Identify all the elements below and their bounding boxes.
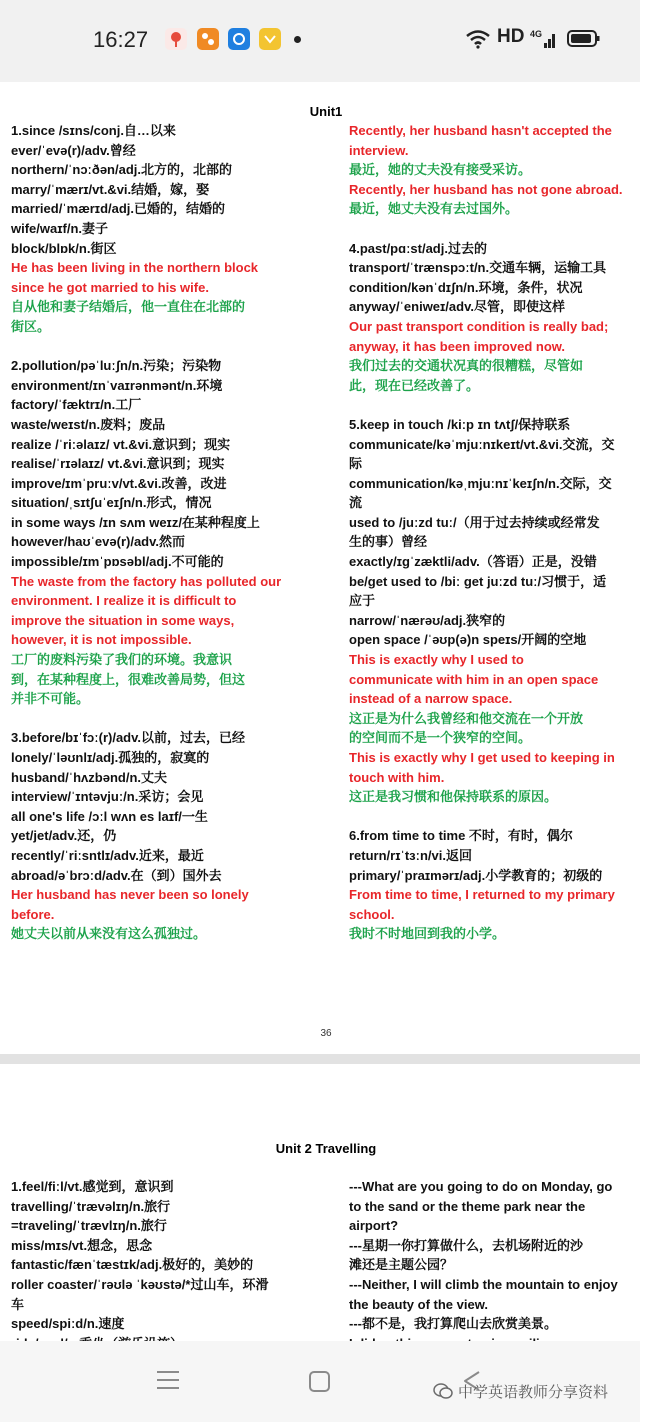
translation-line: 我时不时地回到我的小学。	[349, 926, 506, 942]
translation-line: 这正是为什么我曾经和他交流在一个开放	[349, 710, 584, 726]
blank-line	[349, 219, 644, 239]
vocab-line: all one's life /ɔːl wʌn es laɪf/一生	[11, 808, 208, 824]
battery-icon	[567, 29, 601, 54]
example-sentence: however, it is not impossible.	[11, 632, 192, 648]
vocab-line: interview/ˈɪntəvjuː/n.采访；会见	[11, 789, 204, 805]
right-column	[349, 1177, 644, 1353]
vocab-line: the beauty of the view.	[349, 1296, 488, 1312]
vocab-line: improve/ɪmˈpruːv/vt.&vi.改善，改进	[11, 475, 227, 491]
vocab-line: yet/jet/adv.还，仍	[11, 828, 117, 844]
vocab-line: open space /ˈəʊp(ə)n speɪs/开阔的空地	[349, 632, 587, 648]
translation-line: 她丈夫以前从来没有这么孤独过。	[11, 926, 207, 942]
left-column	[11, 121, 311, 944]
vocab-line: ---都不是，我打算爬山去欣赏美景。	[349, 1316, 557, 1332]
unit-title: Unit1	[309, 104, 343, 119]
translation-line: 我们过去的交通状况真的很糟糕，尽管如	[349, 358, 584, 374]
example-sentence: From time to time, I returned to my primary	[349, 887, 615, 903]
example-sentence: Her husband has never been so lonely	[11, 887, 249, 903]
translation-line: 最近，她丈夫没有去过国外。	[349, 201, 519, 217]
translation-line: 工厂的废料污染了我们的环境。我意识	[11, 652, 233, 668]
vocab-line: ---星期一你打算做什么，去机场附近的沙	[349, 1237, 583, 1253]
status-bar	[0, 0, 640, 82]
right-column	[349, 121, 644, 944]
example-sentence: This is exactly why I get used to keeping in	[349, 750, 615, 765]
translation-line: 到，在某种程度上，很难改善局势，但这	[11, 671, 246, 687]
wifi-icon	[465, 29, 491, 54]
vocab-line: communication/kəˌmjuːnɪˈkeɪʃn/n.交际，交	[349, 475, 612, 491]
example-sentence: touch with him.	[349, 769, 445, 785]
example-sentence: This is exactly why I used to	[349, 652, 524, 668]
example-sentence: Recently, her husband hasn't accepted the	[349, 123, 612, 138]
translation-line: 并非不可能。	[11, 691, 90, 707]
example-sentence: He has been living in the northern block	[11, 260, 259, 276]
example-sentence: school.	[349, 906, 395, 922]
vocab-line: abroad/əˈbrɔːd/adv.在（到）国外去	[11, 867, 222, 883]
more-notifications-dot	[294, 36, 301, 43]
network-hd-label: HD	[497, 26, 525, 47]
vocab-line: married/ˈmærɪd/adj.已婚的，结婚的	[11, 201, 226, 217]
notes-app-icon	[259, 28, 281, 50]
vocab-line: block/blɒk/n.街区	[11, 240, 117, 256]
example-sentence: Our past transport condition is really bad;	[349, 318, 609, 334]
vocab-line: 滩还是主题公园？	[349, 1257, 454, 1273]
vocab-line: condition/kənˈdɪʃn/n.环境，条件，状况	[349, 279, 583, 295]
vocab-line: situation/ˌsɪtʃuˈeɪʃn/n.形式，情况	[11, 495, 212, 511]
vocab-line: wife/waɪf/n.妻子	[11, 220, 108, 236]
translation-line: 的空间而不是一个狭窄的空间。	[349, 730, 532, 746]
svg-text:4G: 4G	[530, 29, 543, 39]
vocab-line: northern/ˈnɔːðən/adj.北方的，北部的	[11, 162, 233, 178]
vocab-line: anyway/ˈeniweɪ/adv.尽管，即使这样	[349, 299, 565, 315]
menu-icon[interactable]	[157, 1371, 179, 1391]
translation-line: 这正是我习惯和他保持联系的原因。	[349, 789, 558, 805]
blank-line	[11, 709, 311, 729]
example-sentence: since he got married to his wife.	[11, 279, 209, 295]
blank-line	[349, 807, 644, 827]
vocab-line: 5.keep in touch /kiːp ɪn tʌtʃ/保持联系	[349, 416, 571, 432]
vocab-line: ---Neither, I will climb the mountain to enjoy	[349, 1276, 618, 1292]
vocab-line: 2.pollution/pəˈluːʃn/n.污染；污染物	[11, 358, 222, 374]
vocab-line: ---What are you going to do on Monday, go	[349, 1179, 613, 1194]
watermark-text: 中学英语教师分享资料	[458, 1383, 609, 1401]
example-sentence: instead of a narrow space.	[349, 691, 513, 707]
browser-app-icon	[228, 28, 250, 50]
maps-app-icon	[165, 28, 187, 50]
status-time: 16:27	[93, 27, 149, 52]
vocab-line: airport?	[349, 1218, 399, 1234]
blank-line	[11, 337, 311, 357]
example-sentence: Recently, her husband has not gone abroad.	[349, 181, 623, 197]
vocab-line: transport/ˈtrænspɔːt/n.交通车辆，运输工具	[349, 260, 607, 276]
vocab-line: exactly/ɪgˈzæktli/adv.（答语）正是，没错	[349, 554, 597, 570]
example-sentence: improve the situation in some ways,	[11, 612, 235, 628]
vocab-line: primary/ˈpraɪmərɪ/adj.小学教育的；初级的	[349, 867, 603, 883]
vocab-line: 生的事）曾经	[349, 534, 428, 550]
vocab-line: miss/mɪs/vt.想念，思念	[11, 1237, 153, 1253]
vocab-line: husband/ˈhʌzbənd/n.丈夫	[11, 769, 167, 785]
example-sentence: interview.	[349, 142, 409, 158]
vocab-line: impossible/ɪmˈpɒsəbl/adj.不可能的	[11, 554, 224, 570]
photo-app-icon	[197, 28, 219, 50]
translation-line: 自从他和妻子结婚后，他一直住在北部的	[11, 299, 246, 315]
vocab-line: 应于	[349, 593, 376, 609]
vocab-line: realise/ˈrɪəlaɪz/ vt.&vi.意识到；现实	[11, 456, 225, 472]
vocab-line: =traveling/ˈtrævlɪŋ/n.旅行	[11, 1218, 167, 1234]
vocab-line: to the sand or the theme park near the	[349, 1198, 586, 1214]
example-sentence: anyway, it has been improved now.	[349, 338, 565, 354]
example-sentence: communicate with him in an open space	[349, 671, 599, 687]
home-icon[interactable]	[309, 1371, 330, 1392]
vocab-line: communicate/kəˈmjuːnɪkeɪt/vt.&vi.交流，交	[349, 436, 615, 452]
example-sentence: environment. I realize it is difficult to	[11, 593, 237, 609]
vocab-line: 流	[349, 495, 363, 511]
vocab-line: lonely/ˈləʊnlɪ/adj.孤独的，寂寞的	[11, 750, 210, 765]
vocab-line: be/get used to /biː get juːzd tuː/习惯于，适	[349, 573, 607, 589]
vocab-line: 3.before/bɪˈfɔː(r)/adv.以前，过去，已经	[11, 730, 245, 746]
vocab-line: speed/spiːd/n.速度	[11, 1316, 125, 1332]
document-page-36[interactable]	[0, 82, 640, 1054]
vocab-line: 际	[349, 456, 363, 472]
left-column	[11, 1177, 311, 1353]
signal-icon	[530, 28, 558, 55]
vocab-line: 车	[11, 1296, 25, 1312]
vocab-line: fantastic/fænˈtæstɪk/adj.极好的，美妙的	[11, 1257, 254, 1273]
vocab-line: 4.past/pɑːst/adj.过去的	[349, 240, 487, 256]
wechat-icon	[432, 1381, 454, 1401]
vocab-line: in some ways /ɪn sʌm weɪz/在某种程度上	[11, 514, 260, 530]
blank-line	[349, 395, 644, 415]
vocab-line: factory/ˈfæktrɪ/n.工厂	[11, 397, 142, 413]
vocab-line: realize /ˈriːəlaɪz/ vt.&vi.意识到；现实	[11, 436, 231, 452]
document-page-unit2[interactable]	[0, 1064, 640, 1341]
vocab-line: 1.feel/fiːl/vt.感觉到，意识到	[11, 1179, 174, 1194]
vocab-line: 1.since /sɪns/conj.自…以来	[11, 123, 176, 138]
vocab-line: ever/ˈevə(r)/adv.曾经	[11, 142, 136, 158]
vocab-line: narrow/ˈnærəʊ/adj.狭窄的	[349, 612, 506, 628]
vocab-line: environment/ɪnˈvaɪrənmənt/n.环境	[11, 377, 223, 393]
vocab-line: 6.from time to time 不时，有时，偶尔	[349, 828, 573, 844]
translation-line: 街区。	[11, 318, 51, 334]
vocab-line: recently/ˈriːsntlɪ/adv.近来，最近	[11, 847, 204, 863]
vocab-line: used to /juːzd tuː/（用于过去持续或经常发	[349, 514, 600, 530]
example-sentence: The waste from the factory has polluted our	[11, 573, 282, 589]
navigation-bar	[0, 1341, 640, 1422]
example-sentence: before.	[11, 906, 55, 922]
vocab-line: return/rɪˈtɜːn/vi.返回	[349, 847, 472, 863]
translation-line: 此，现在已经改善了。	[349, 377, 480, 393]
vocab-line: marry/ˈmærɪ/vt.&vi.结婚，嫁，娶	[11, 181, 210, 197]
page-number: 36	[320, 1028, 332, 1039]
page-divider	[0, 1054, 640, 1064]
vocab-line: roller coaster/ˈrəʊlə ˈkəʊstə/*过山车，环滑	[11, 1276, 269, 1292]
translation-line: 最近，她的丈夫没有接受采访。	[349, 162, 532, 178]
unit-title: Unit 2 Travelling	[275, 1141, 377, 1156]
vocab-line: waste/weɪst/n.废料；废品	[11, 416, 166, 432]
vocab-line: however/haʊˈevə(r)/adv.然而	[11, 534, 185, 550]
vocab-line: travelling/ˈtrævəlɪŋ/n.旅行	[11, 1198, 171, 1214]
